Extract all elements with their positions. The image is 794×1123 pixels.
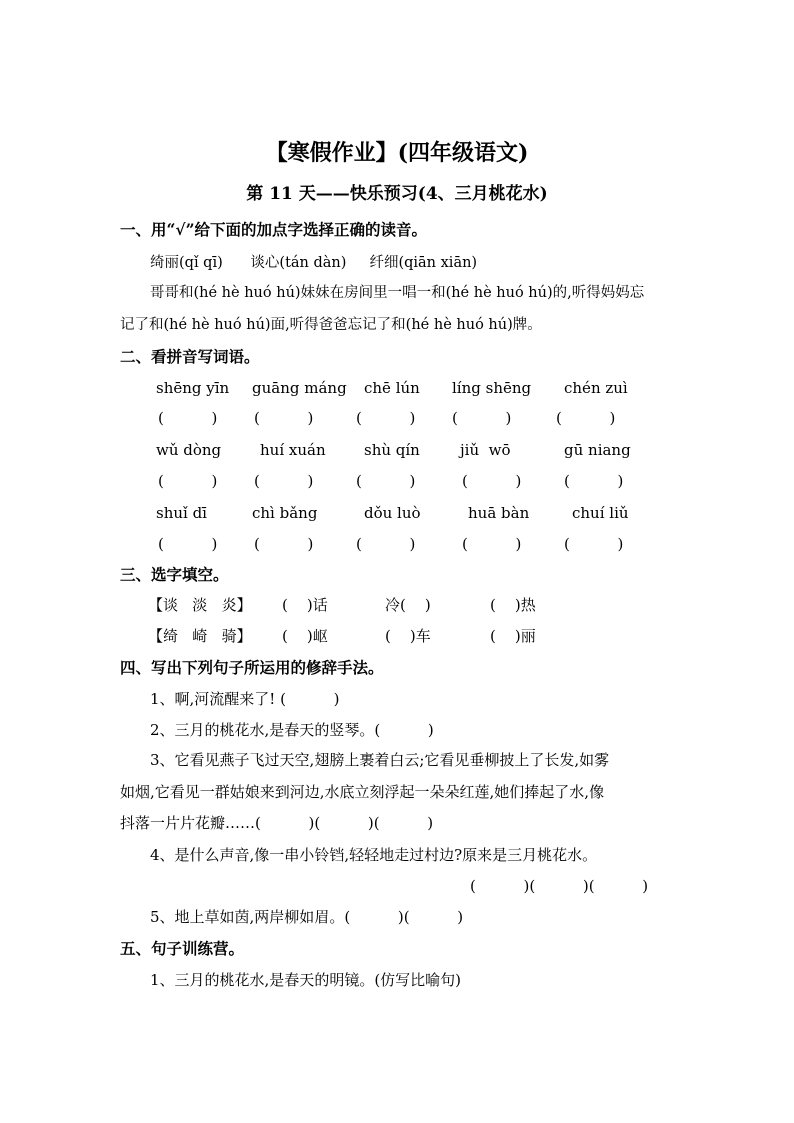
section1-line3: 记了和(hé hè huó hú)面,听得爸爸忘记了和(hé hè huó hú)牌。: [120, 317, 542, 333]
answer-blank[interactable]: ( ): [452, 409, 512, 427]
pinyin-cell: líng shēng: [452, 379, 532, 397]
question-1: 1、啊,河流醒来了! ( ): [150, 690, 340, 708]
answer-blank[interactable]: ( ): [462, 472, 522, 490]
answer-blank[interactable]: ( ): [564, 472, 624, 490]
answer-blank[interactable]: ( ): [158, 409, 218, 427]
pinyin-cell: chén zuì: [564, 379, 628, 397]
pinyin-cell: huí xuán: [260, 441, 326, 459]
answer-blank[interactable]: ( ): [356, 409, 416, 427]
pinyin-cell: chē lún: [364, 379, 420, 397]
answer-blank[interactable]: ( ): [254, 472, 314, 490]
question-3-line-3: 抖落一片片花瓣……( )( )( ): [120, 814, 434, 832]
fill-item[interactable]: 冷( ): [385, 596, 431, 614]
fill-item[interactable]: ( )岖: [282, 627, 328, 645]
section5-question-1: 1、三月的桃花水,是春天的明镜。(仿写比喻句): [150, 971, 462, 989]
section4-heading: 四、写出下列句子所运用的修辞手法。: [120, 658, 384, 677]
answer-blank[interactable]: ( ): [254, 535, 314, 553]
question-2: 2、三月的桃花水,是春天的竖琴。( ): [150, 721, 434, 739]
section1-line1: 绮丽(qǐ qī) 谈心(tán dàn) 纤细(qiān xiān): [150, 255, 478, 271]
page-title: 【寒假作业】(四年级语文): [265, 140, 529, 166]
pinyin-cell: shēng yīn: [156, 379, 230, 397]
section3-heading: 三、选字填空。: [120, 565, 229, 584]
fill-item[interactable]: ( )话: [282, 596, 328, 614]
question-4-blanks[interactable]: ( )( )( ): [470, 877, 649, 895]
pinyin-cell: guāng máng: [252, 379, 347, 397]
answer-blank[interactable]: ( ): [254, 409, 314, 427]
section5-heading: 五、句子训练营。: [120, 939, 245, 958]
answer-blank[interactable]: ( ): [158, 472, 218, 490]
answer-blank[interactable]: ( ): [356, 472, 416, 490]
page-subtitle: 第 11 天——快乐预习(4、三月桃花水): [246, 184, 548, 204]
question-5: 5、地上草如茵,两岸柳如眉。( )( ): [150, 908, 464, 926]
pinyin-cell: huā bàn: [468, 504, 530, 522]
pinyin-cell: wǔ dòng: [156, 441, 222, 459]
pinyin-cell: dǒu luò: [364, 504, 421, 522]
char-group: 【绮 崎 骑】: [148, 627, 252, 645]
fill-item[interactable]: ( )丽: [490, 627, 536, 645]
fill-item[interactable]: ( )车: [385, 627, 431, 645]
answer-blank[interactable]: ( ): [556, 409, 616, 427]
pinyin-cell: chì bǎng: [252, 504, 318, 522]
answer-blank[interactable]: ( ): [564, 535, 624, 553]
fill-item[interactable]: ( )热: [490, 596, 536, 614]
question-4: 4、是什么声音,像一串小铃铛,轻轻地走过村边?原来是三月桃花水。: [150, 846, 598, 864]
pinyin-cell: shù qín: [364, 441, 420, 459]
char-group: 【谈 淡 炎】: [148, 596, 252, 614]
question-3-line-2: 如烟,它看见一群姑娘来到河边,水底立刻浮起一朵朵红莲,她们捧起了水,像: [120, 783, 605, 801]
answer-blank[interactable]: ( ): [462, 535, 522, 553]
section2-heading: 二、看拼音写词语。: [120, 347, 260, 366]
pinyin-cell: chuí liǔ: [572, 504, 629, 522]
section1-heading: 一、用“√”给下面的加点字选择正确的读音。: [120, 220, 428, 239]
pinyin-cell: gū niang: [564, 441, 631, 459]
pinyin-cell: jiǔ wō: [460, 441, 511, 459]
answer-blank[interactable]: ( ): [158, 535, 218, 553]
answer-blank[interactable]: ( ): [356, 535, 416, 553]
question-3-line-1: 3、它看见燕子飞过天空,翅膀上裹着白云;它看见垂柳披上了长发,如雾: [150, 751, 610, 769]
section1-line2: 哥哥和(hé hè huó hú)妹妹在房间里一唱一和(hé hè huó hú)的,听得妈妈忘: [150, 285, 645, 301]
pinyin-cell: shuǐ dī: [156, 504, 207, 522]
